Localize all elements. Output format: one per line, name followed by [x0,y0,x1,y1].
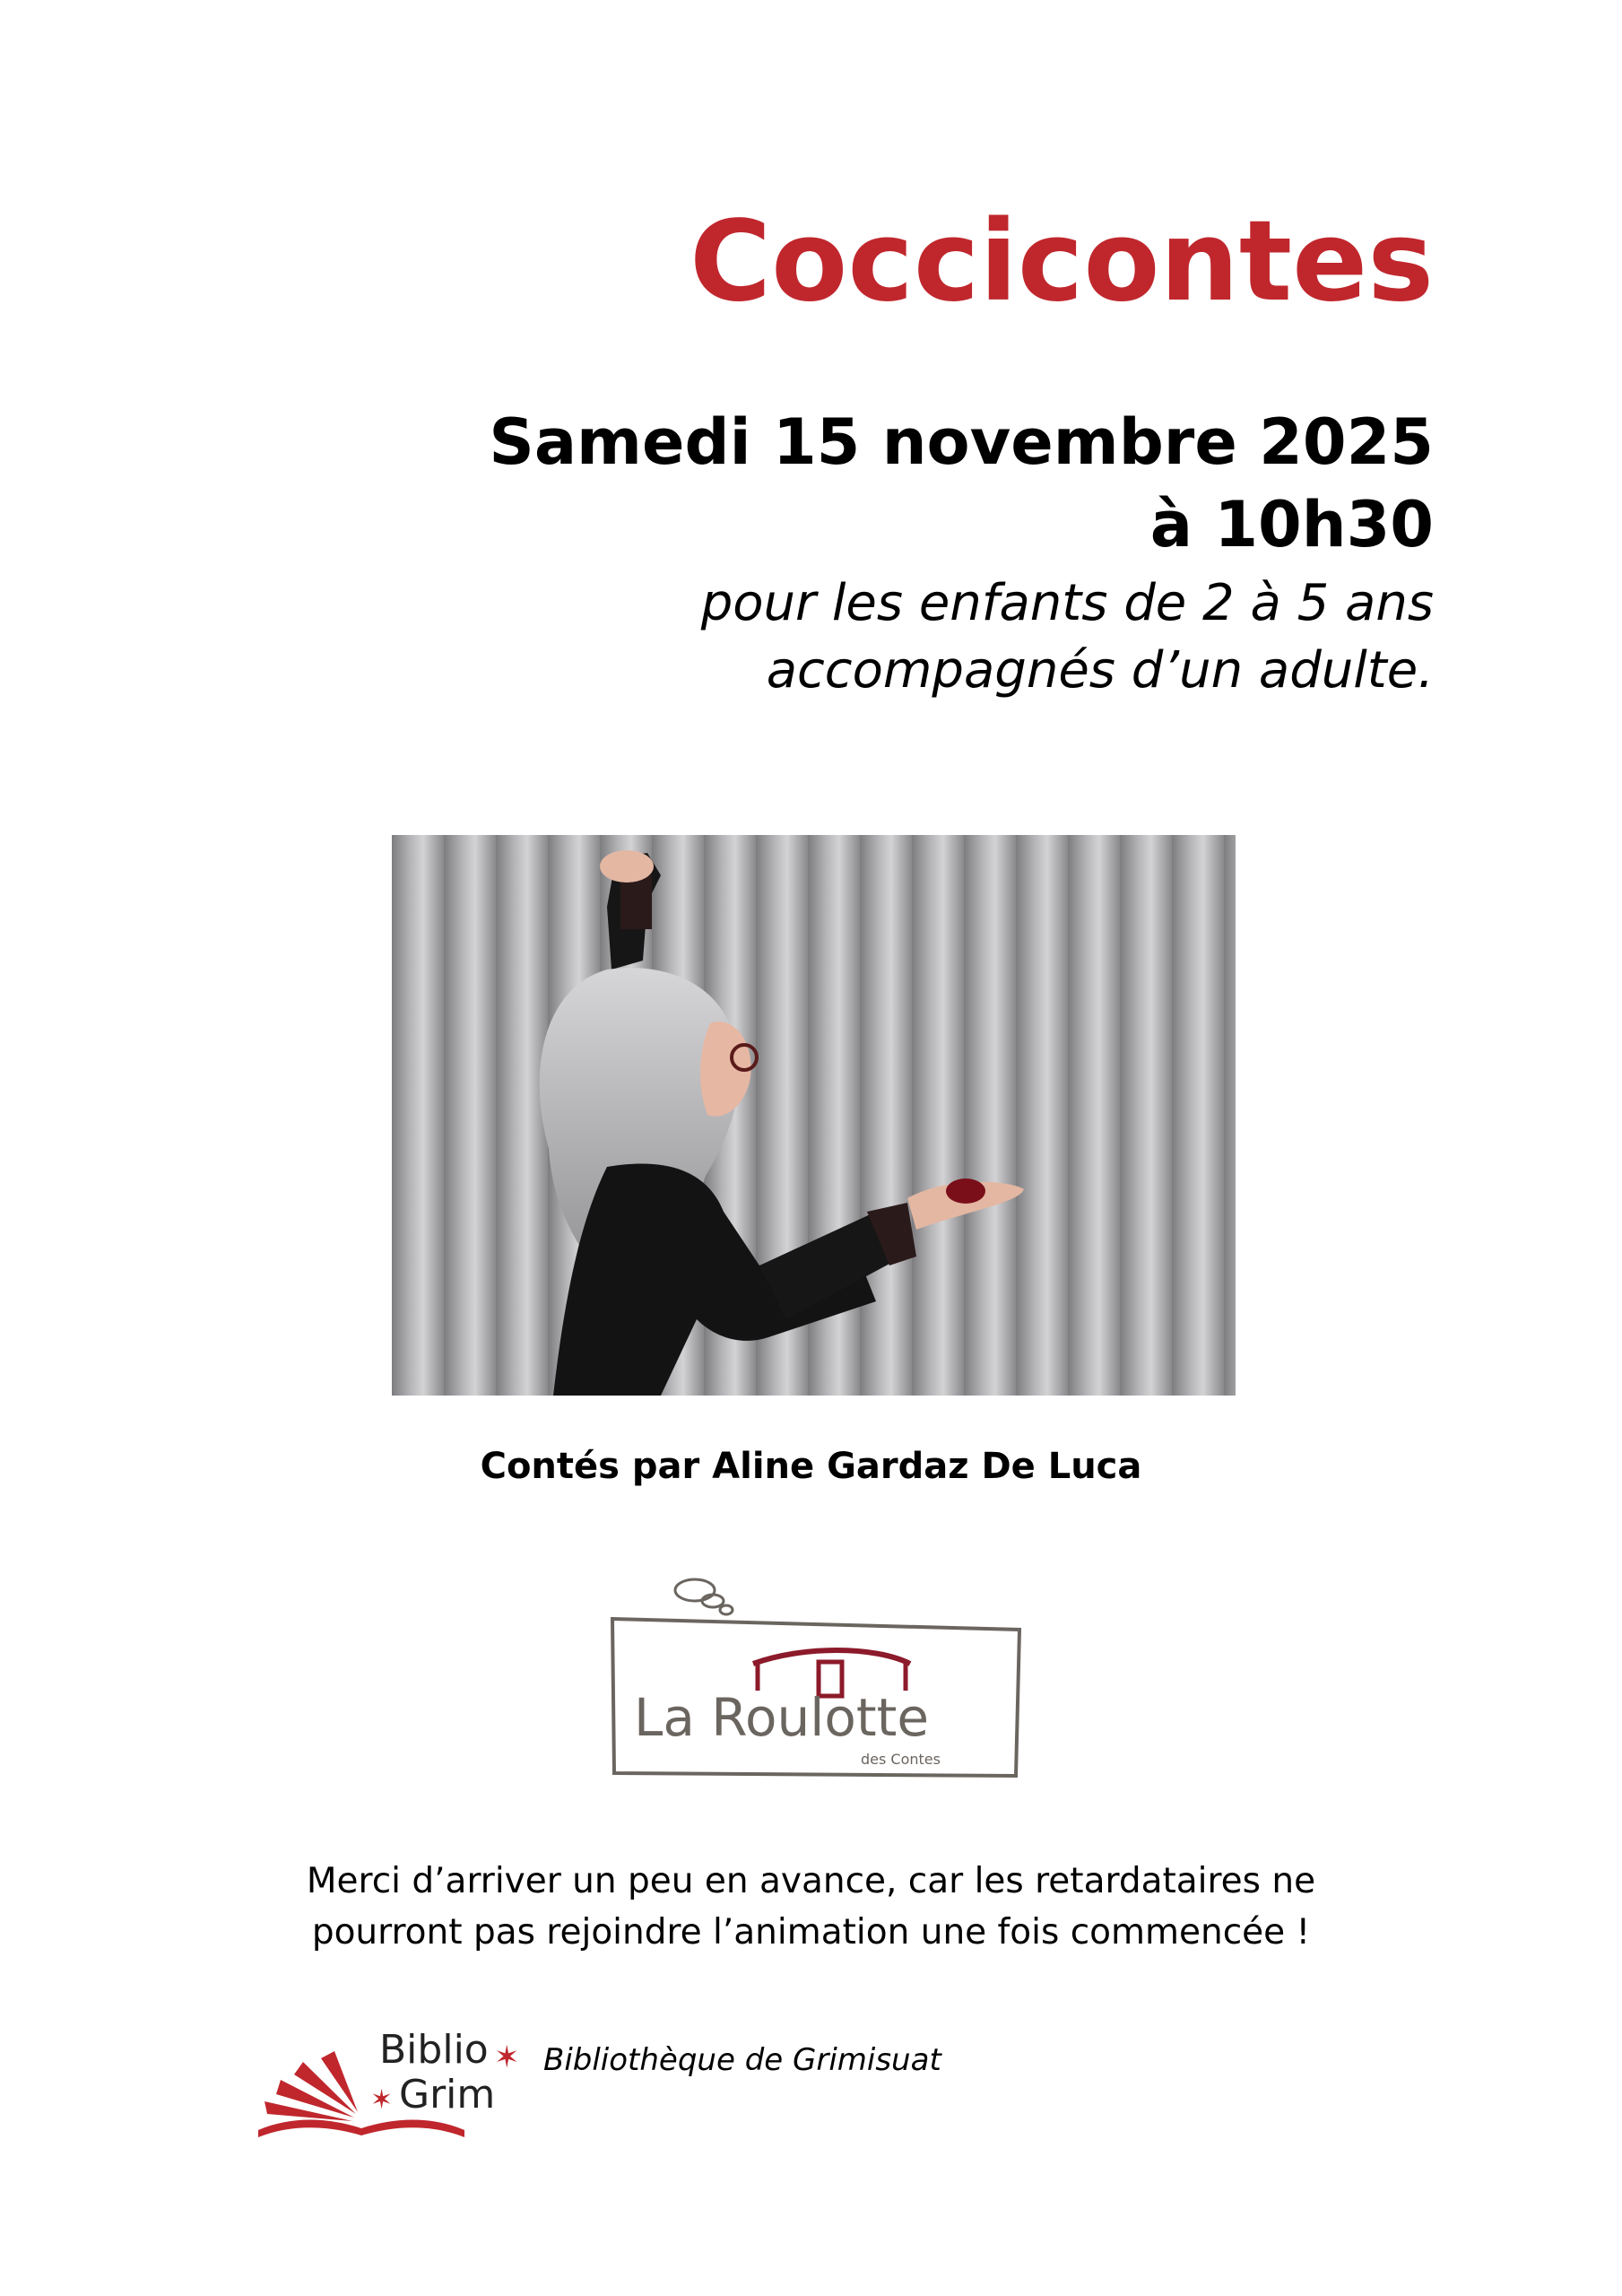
star-icon: ✶ [370,2084,394,2116]
biblio-logo-text-bottom: Grim [399,2072,496,2118]
audience-line-1: pour les enfants de 2 à 5 ans [700,574,1434,632]
late-arrival-notice-line-2: pourront pas rejoindre l’animation une fois commencée ! [311,1912,1311,1952]
event-time: à 10h30 [1149,488,1434,561]
poster-title: Coccicontes [690,197,1434,326]
biblio-grim-logo [254,2022,532,2139]
roulotte-logo-text: La Roulotte [634,1687,929,1748]
audience-line-2: accompagnés d’un adulte. [766,641,1434,700]
late-arrival-notice-line-1: Merci d’arriver un peu en avance, car les retardataires ne [306,1861,1316,1901]
event-date: Samedi 15 novembre 2025 [489,405,1434,479]
star-icon: ✶ [494,2039,520,2075]
storyteller-photo [392,835,1236,1396]
storyteller-credit: Contés par Aline Gardaz De Luca [480,1446,1142,1487]
la-roulotte-logo [605,1574,1027,1789]
biblio-logo-text-top: Biblio [379,2027,489,2073]
roulotte-logo-subtext: des Contes [861,1751,941,1768]
library-name: Bibliothèque de Grimisuat [543,2042,941,2078]
